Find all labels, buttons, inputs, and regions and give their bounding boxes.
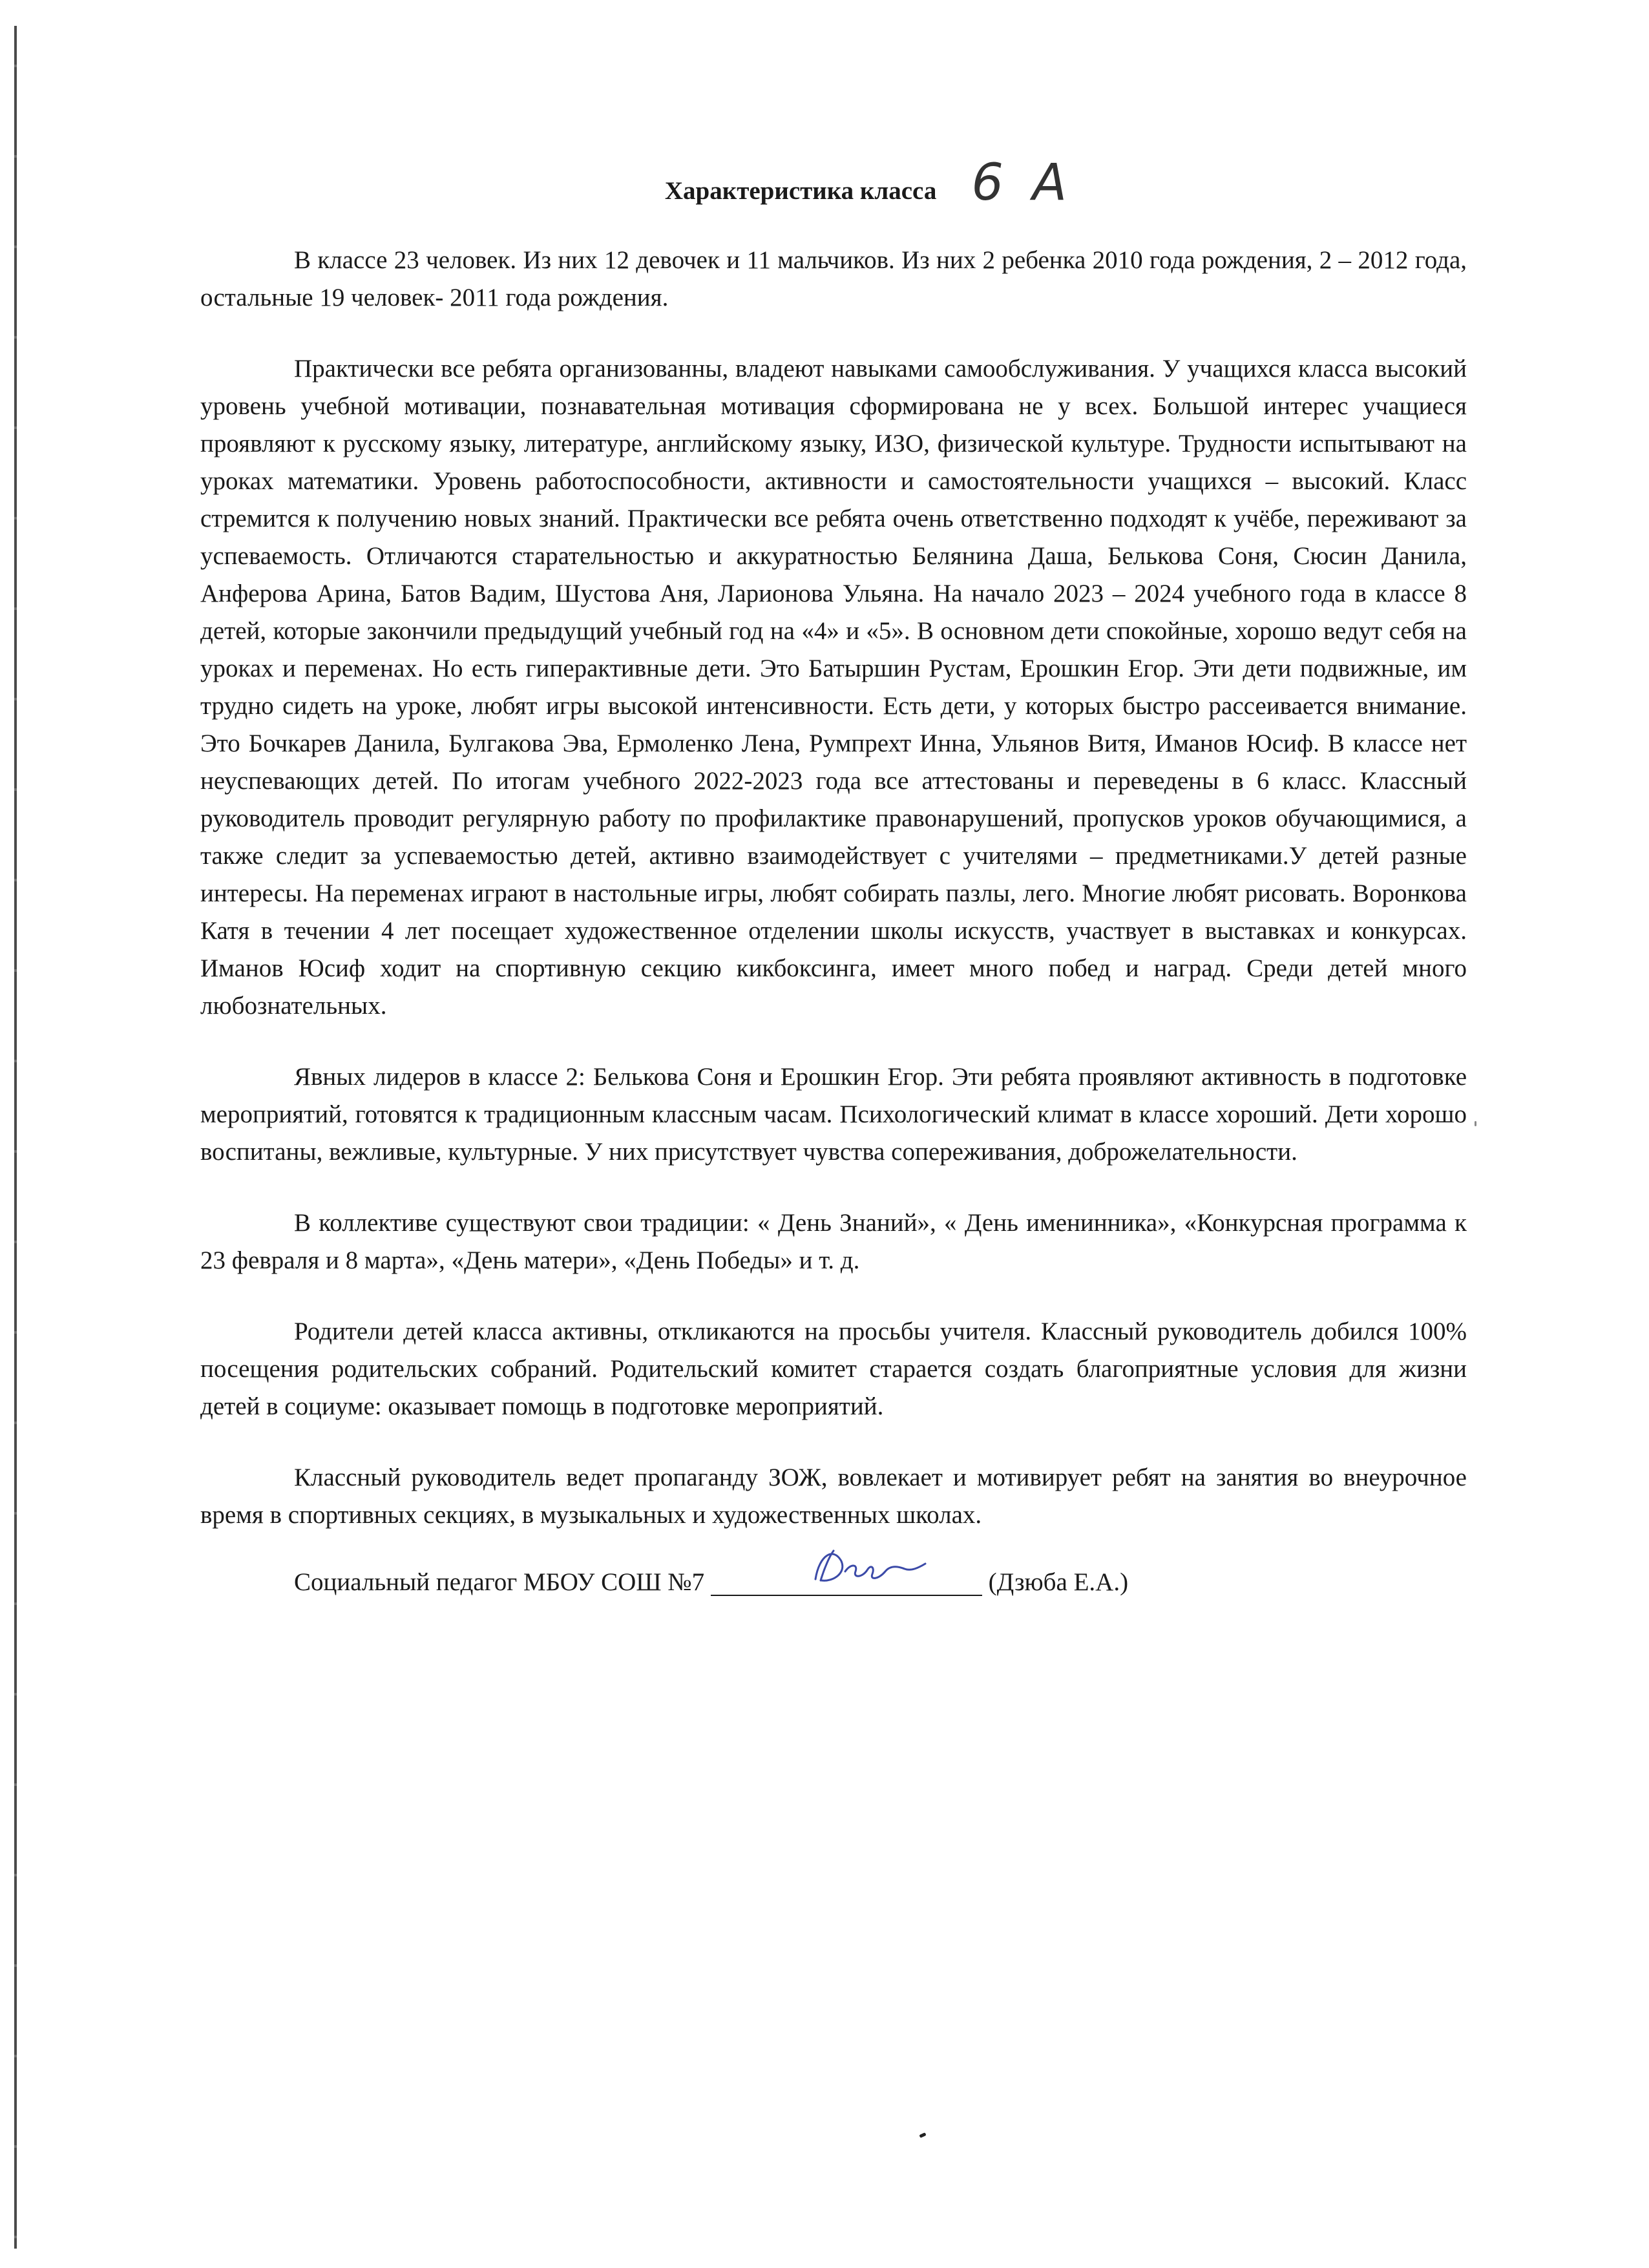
paragraph-class-composition: В классе 23 человек. Из них 12 девочек и 11 мальчиков. Из них 2 ребенка 2010 года рождения, 2 – 2012 года, остальные 19 человек- 2011 года рождения.: [200, 246, 1467, 311]
handwritten-signature: [808, 1542, 930, 1593]
paragraph-class-description: Практически все ребята организованны, владеют навыками самообслуживания. У учащихся класса высокий уровень учебной мотивации, познавательная мотивация сформирована не у всех. Большой интерес учащиеся проявляют к русскому языку, литературе, английскому языку, ИЗО, физической культуре. Трудности испытывают на уроках математики. Уровень работоспособности, активности и самостоятельности учащихся – высокий. Класс стремится к получению новых знаний. Практически все ребята очень ответственно подходят к учёбе, переживают за успеваемость. Отличаются старательностью и аккуратностью Белянина Даша, Белькова Соня, Сюсин Данила, Анферова Арина, Батов Вадим, Шустова Аня, Ларионова Ульяна. На начало 2023 – 2024 учебного года в классе 8 детей, которые закончили предыдущий учебный год на «4» и «5». В основном дети спокойные, хорошо ведут себя на уроках и переменах. Но есть гиперактивные дети. Это Батыршин Рустам, Ерошкин Егор. Эти дети подвижные, им трудно сидеть на уроке, любят игры высокой интенсивности. Есть дети, у которых быстро рассеивается внимание. Это Бочкарев Данила, Булгакова Эва, Ермоленко Лена, Румпрехт Инна, Ульянов Витя, Иманов Юсиф. В классе нет неуспевающих детей. По итогам учебного 2022-2023 года все аттестованы и переведены в 6 класс. Классный руководитель проводит регулярную работу по профилактике правонарушений, пропусков уроков обучающимися, а также следит за успеваемостью детей, активно взаимодействует с учителями – предметниками.У детей разные интересы. На переменах играют в настольные игры, любят собирать пазлы, лего. Многие любят рисовать. Воронкова Катя в течении 4 лет посещает художественное отделении школы искусств, участвует в выставках и конкурсах. Иманов Юсиф ходит на спортивную секцию кикбоксинга, имеет много побед и наград. Среди детей много любознательных.: [200, 355, 1467, 1020]
signature-line: [711, 1569, 982, 1596]
title-row: [200, 154, 1467, 233]
scan-speck: [1475, 1121, 1476, 1126]
signature-row: [200, 1564, 1467, 1601]
paragraph-healthy-lifestyle: Классный руководитель ведет пропаганду ЗОЖ, вовлекает и мотивирует ребят на занятия во внеурочное время в спортивных секциях, в музыкальных и художественных школах.: [200, 1464, 1467, 1529]
paragraph-traditions: В коллективе существуют свои традиции: « День Знаний», « День именинника», «Конкурсная программа к 23 февраля и 8 марта», «День матери», «День Победы» и т. д.: [200, 1209, 1467, 1274]
signatory-name: (Дзюба Е.А.): [988, 1568, 1129, 1596]
handwritten-class-label: 6 А: [971, 154, 1074, 212]
scan-edge-shadow: [14, 26, 17, 2249]
document-page: [200, 154, 1467, 1601]
document-title: Характеристика класса: [664, 176, 937, 205]
scan-speck: [919, 2132, 926, 2138]
paragraph-class-leaders: Явных лидеров в классе 2: Белькова Соня и Ерошкин Егор. Эти ребята проявляют активность в подготовке мероприятий, готовятся к традиционным классным часам. Психологический климат в классе хороший. Дети хорошо воспитаны, вежливые, культурные. У них присутствует чувства сопереживания, доброжелательности.: [200, 1063, 1467, 1166]
signatory-role: Социальный педагог МБОУ СОШ №7: [294, 1568, 705, 1596]
paragraph-parents: Родители детей класса активны, откликаются на просьбы учителя. Классный руководитель добился 100% посещения родительских собраний. Родительский комитет старается создать благоприятные условия для жизни детей в социуме: оказывает помощь в подготовке мероприятий.: [200, 1318, 1467, 1420]
